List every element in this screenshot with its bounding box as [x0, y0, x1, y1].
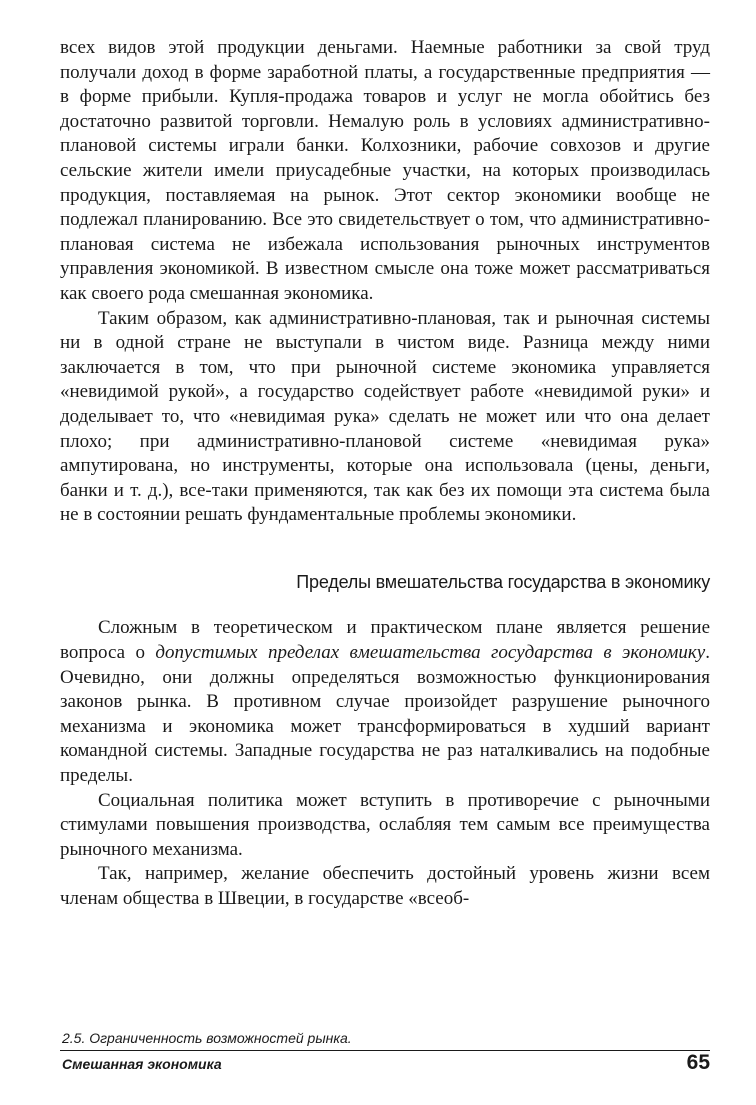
- page-footer: [60, 1030, 710, 1075]
- footer-row: [60, 1051, 710, 1075]
- footer-chapter-title: Смешанная экономика: [62, 1056, 222, 1072]
- paragraph-4: Социальная политика может вступить в противоречие с рыночными стимулами повышения производства, ослабляя тем самым все преимущества рыночного механизма.: [60, 789, 710, 860]
- paragraph-3: [60, 616, 710, 788]
- page-body: [60, 36, 710, 912]
- paragraph-3-emphasis: допустимых пределах вмешательства государства в экономику: [155, 642, 706, 664]
- paragraph-1: всех видов этой продукции деньгами. Наемные работники за свой труд получали доход в форме заработной платы, а государственные предприятия — в форме прибыли. Купля-продажа товаров и услуг не могла обойтись без достаточно развитой торговли. Немалую роль в условиях административно-плановой системы играли банки. Колхозники, рабочие совхозов и другие сельские жители имели приусадебные участки, на которых производилась продукция, поставляемая на рынок. Этот сектор экономики вообще не подлежал планированию. Все это свидетельствует о том, что административно-плановая система не избежала использования рыночных инструментов управления экономикой. В известном смысле она тоже может рассматриваться как своего рода смешанная экономика.: [60, 37, 710, 304]
- page-number: 65: [686, 1051, 710, 1074]
- paragraph-5: Так, например, желание обеспечить достойный уровень жизни всем членам общества в Швеции, в государстве «всеоб-: [60, 863, 710, 909]
- paragraph-2: Таким образом, как административно-плановая, так и рыночная системы ни в одной стране не выступали в чистом виде. Разница между ними заключается в том, что при рыночной системе экономика управляется «невидимой рукой», а государство содействует работе «невидимой руки» и доделывает то, что «невидимая рука» сделать не может или что она делает плохо; при административно-плановой системе «невидимая рука» ампутирована, но инструменты, которые она использовала (цены, деньги, банки и т. д.), все-таки применяются, так как без их помощи эта система была не в состоянии решать фундаментальные проблемы экономики.: [60, 307, 710, 526]
- paragraph-3-text-start: Сложным в теоретическом и практическом плане является решение вопроса о: [60, 617, 710, 664]
- paragraph-3-text-end: . Очевидно, они должны определяться возможностью функционирования законов рынка. В противном случае произойдет разрушение рыночного механизма и экономика может трансформироваться в худший вариант командной системы. Западные государства не раз наталкивались на подобные пределы.: [60, 642, 710, 787]
- section-heading: Пределы вмешательства государства в экономику: [296, 571, 710, 592]
- footer-section-title: 2.5. Ограниченность возможностей рынка.: [62, 1030, 352, 1046]
